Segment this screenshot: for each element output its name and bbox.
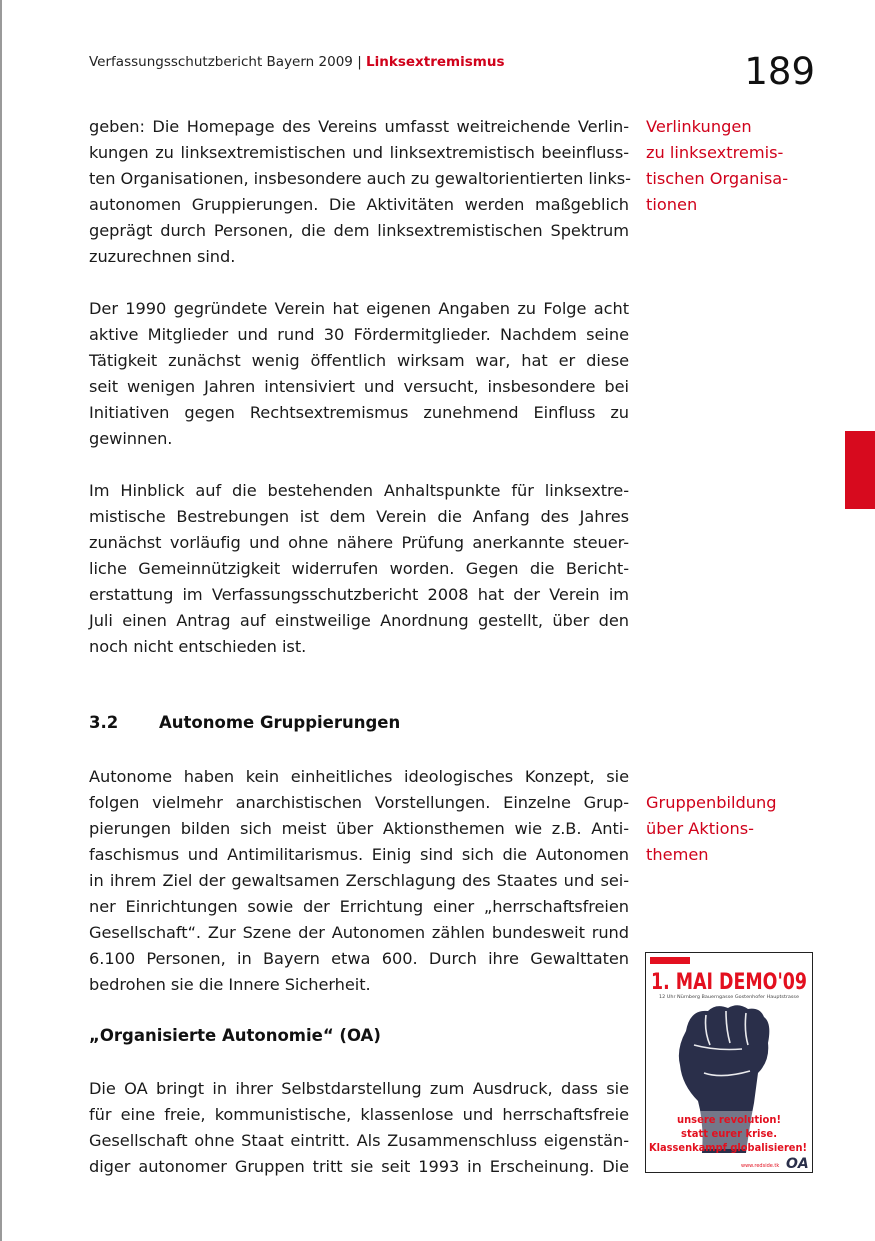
body-paragraph-5 [89, 1076, 629, 1180]
margin-note-line: tischen Organisa- [646, 169, 789, 188]
text-line: seit wenigen Jahren intensiviert und versucht, insbesondere bei [89, 377, 629, 396]
margin-note-line: themen [646, 845, 709, 864]
subheading: „Organisierte Autonomie“ (OA) [89, 1026, 381, 1045]
poster-slogan-line: unsere revolution! [677, 1114, 781, 1126]
text-line: geben: Die Homepage des Vereins umfasst weitreichende Verlin- [89, 117, 629, 136]
text-line: Initiativen gegen Rechtsextremismus zunehmend Einfluss zu [89, 403, 629, 422]
text-line: aktive Mitglieder und rund 30 Fördermitglieder. Nachdem seine [89, 325, 629, 344]
text-line: noch nicht entschieden ist. [89, 637, 307, 656]
text-line: 6.100 Personen, in Bayern etwa 600. Durch ihre Gewalttaten [89, 949, 629, 968]
poster-slogan-line: statt eurer krise. [681, 1128, 777, 1140]
margin-note-line: Gruppenbildung [646, 793, 777, 812]
text-line: faschismus und Antimilitarismus. Einig sind sich die Autonomen [89, 845, 629, 864]
margin-note-line: Verlinkungen [646, 117, 752, 136]
text-line: ner Einrichtungen sowie der Errichtung einer „herrschaftsfreien [89, 897, 629, 916]
text-line: kungen zu linksextremistischen und linksextremistisch beeinfluss- [89, 143, 629, 162]
report-title: Verfassungsschutzbericht Bayern 2009 [89, 54, 353, 70]
text-line: zunächst vorläufig und ohne nähere Prüfung anerkannte steuer- [89, 533, 629, 552]
body-paragraph-3 [89, 478, 629, 660]
text-line: pierungen bilden sich meist über Aktionsthemen wie z.B. Anti- [89, 819, 629, 838]
body-paragraph-1 [89, 114, 629, 270]
text-line: Autonome haben kein einheitliches ideologisches Konzept, sie [89, 767, 629, 786]
text-line: Gesellschaft ohne Staat eintritt. Als Zusammenschluss eigenstän- [89, 1131, 629, 1150]
chapter-label: Linksextremismus [366, 54, 505, 70]
margin-note-line: tionen [646, 195, 698, 214]
text-line: folgen vielmehr anarchistischen Vorstellungen. Einzelne Grup- [89, 793, 629, 812]
text-line: in ihrem Ziel der gewaltsamen Zerschlagung des Staates und sei- [89, 871, 629, 890]
text-line: Der 1990 gegründete Verein hat eigenen Angaben zu Folge acht [89, 299, 629, 318]
poster-graphic [646, 953, 812, 1172]
body-paragraph-4 [89, 764, 629, 998]
text-line: Tätigkeit zunächst wenig öffentlich wirksam war, hat er diese [89, 351, 629, 370]
text-line: gewinnen. [89, 429, 173, 448]
text-line: bedrohen sie die Innere Sicherheit. [89, 975, 371, 994]
demo-poster-image [645, 952, 813, 1173]
text-line: liche Gemeinnützigkeit widerrufen worden. Gegen die Bericht- [89, 559, 629, 578]
text-line: Die OA bringt in ihrer Selbstdarstellung zum Ausdruck, dass sie [89, 1079, 629, 1098]
text-line: Gesellschaft“. Zur Szene der Autonomen zählen bundesweit rund [89, 923, 629, 942]
text-line: für eine freie, kommunistische, klassenlose und herrschaftsfreie [89, 1105, 629, 1124]
text-line: diger autonomer Gruppen tritt sie seit 1993 in Erscheinung. Die [89, 1157, 629, 1176]
text-line: autonomen Gruppierungen. Die Aktivitäten werden maßgeblich [89, 195, 629, 214]
poster-title: 1. MAI DEMO'09 [651, 970, 807, 995]
poster-url: www.redside.tk [741, 1163, 780, 1169]
text-line: Im Hinblick auf die bestehenden Anhaltspunkte für linksextre- [89, 481, 629, 500]
header-separator: | [357, 54, 362, 70]
page-edge-rule [0, 0, 2, 1241]
section-title: Autonome Gruppierungen [159, 713, 401, 732]
text-line: geprägt durch Personen, die dem linksextremistischen Spektrum [89, 221, 629, 240]
running-header [89, 54, 504, 70]
poster-top-banner [650, 957, 690, 964]
margin-note-line: zu linksextremis- [646, 143, 784, 162]
poster-slogan-line: Klassenkampf globalisieren! [649, 1142, 807, 1154]
oa-logo: OA [786, 1156, 809, 1172]
section-heading [89, 713, 400, 732]
text-line: mistische Bestrebungen ist dem Verein die Anfang des Jahres [89, 507, 629, 526]
text-line: erstattung im Verfassungsschutzbericht 2008 hat der Verein im [89, 585, 629, 604]
body-paragraph-2 [89, 296, 629, 452]
text-line: Juli einen Antrag auf einstweilige Anordnung gestellt, über den [89, 611, 629, 630]
text-line: zuzurechnen sind. [89, 247, 236, 266]
margin-note-line: über Aktions- [646, 819, 755, 838]
margin-note-groups [646, 790, 846, 868]
poster-subtitle: 12 Uhr Nürnberg Bauerngasse Gostenhofer Hauptstrasse [659, 995, 788, 1000]
text-line: ten Organisationen, insbesondere auch zu gewaltorientierten links- [89, 169, 631, 188]
margin-note-links [646, 114, 846, 218]
page-number: 189 [744, 50, 815, 93]
section-number: 3.2 [89, 713, 119, 732]
chapter-tab-marker [845, 431, 875, 509]
